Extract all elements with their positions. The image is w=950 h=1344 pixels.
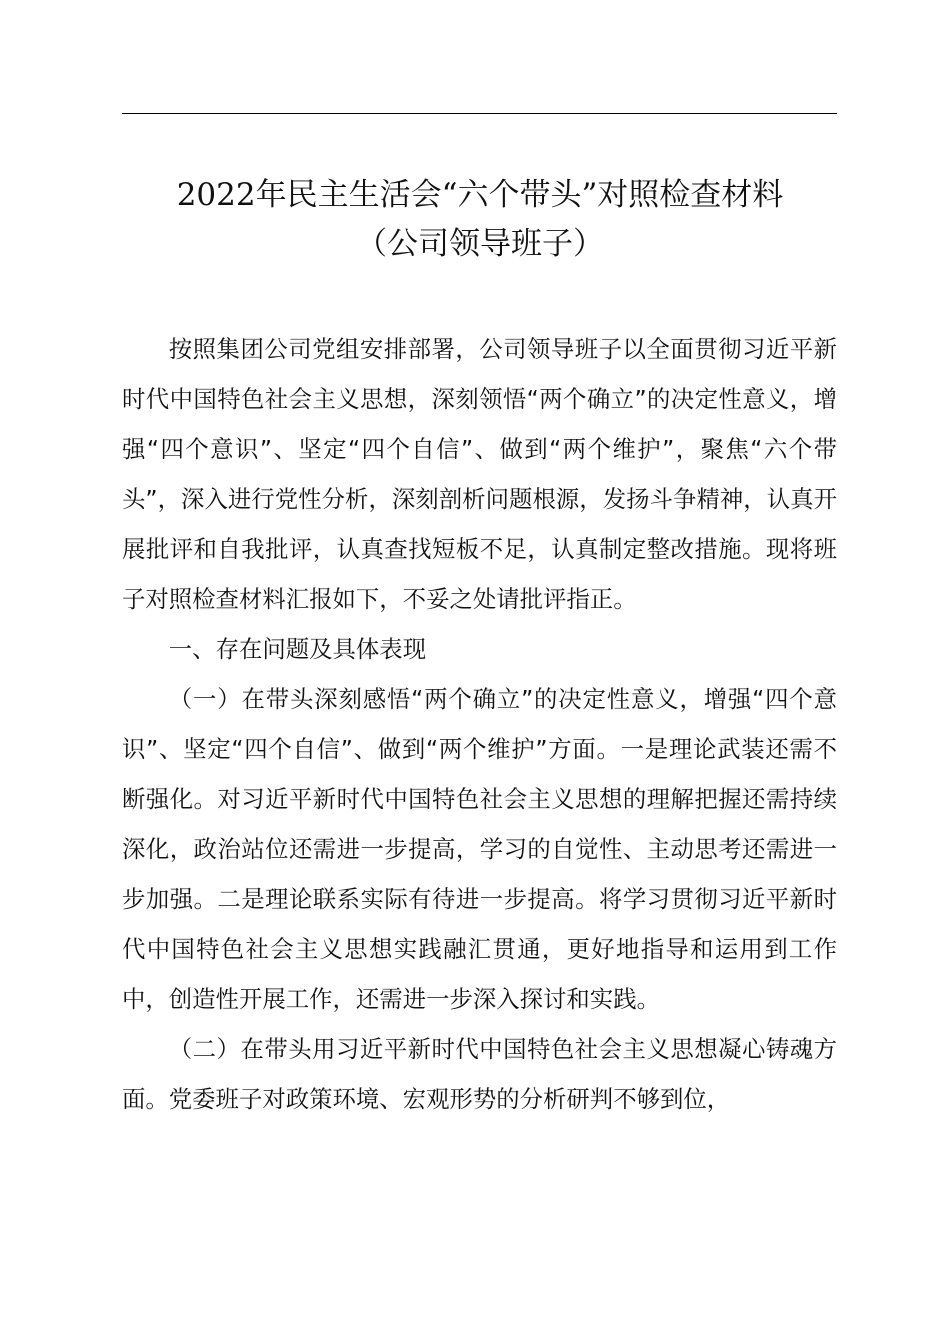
- issue-paragraph-2: （二）在带头用习近平新时代中国特色社会主义思想凝心铸魂方面。党委班子对政策环境、宏观形势的分析研判不够到位，: [122, 1035, 837, 1113]
- document-subtitle: （公司领导班子）: [356, 226, 604, 262]
- header-rule: [122, 113, 837, 114]
- document-title: 2022年民主生活会“六个带头”对照检查材料: [176, 177, 784, 213]
- section-heading: 一、存在问题及具体表现: [168, 635, 427, 663]
- intro-paragraph: 按照集团公司党组安排部署，公司领导班子以全面贯彻习近平新时代中国特色社会主义思想，深刻领悟“两个确立”的决定性意义，增强“四个意识”、坚定“四个自信”、做到“两个维护”，聚焦“六个带头”，深入进行党性分析，深刻剖析问题根源，发扬斗争精神，认真开展批评和自我批评，认真查找短板不足，认真制定整改措施。现将班子对照检查材料汇报如下，不妥之处请批评指正。: [122, 335, 837, 613]
- document-body: [122, 324, 837, 1124]
- issue-paragraph-1: （一）在带头深刻感悟“两个确立”的决定性意义，增强“四个意识”、坚定“四个自信”、做到“两个维护”方面。一是理论武装还需不断强化。对习近平新时代中国特色社会主义思想的理解把握还需持续深化，政治站位还需进一步提高，学习的自觉性、主动思考还需进一步加强。二是理论联系实际有待进一步提高。将学习贯彻习近平新时代中国特色社会主义思想实践融汇贯通，更好地指导和运用到工作中，创造性开展工作，还需进一步深入探讨和实践。: [122, 685, 837, 1013]
